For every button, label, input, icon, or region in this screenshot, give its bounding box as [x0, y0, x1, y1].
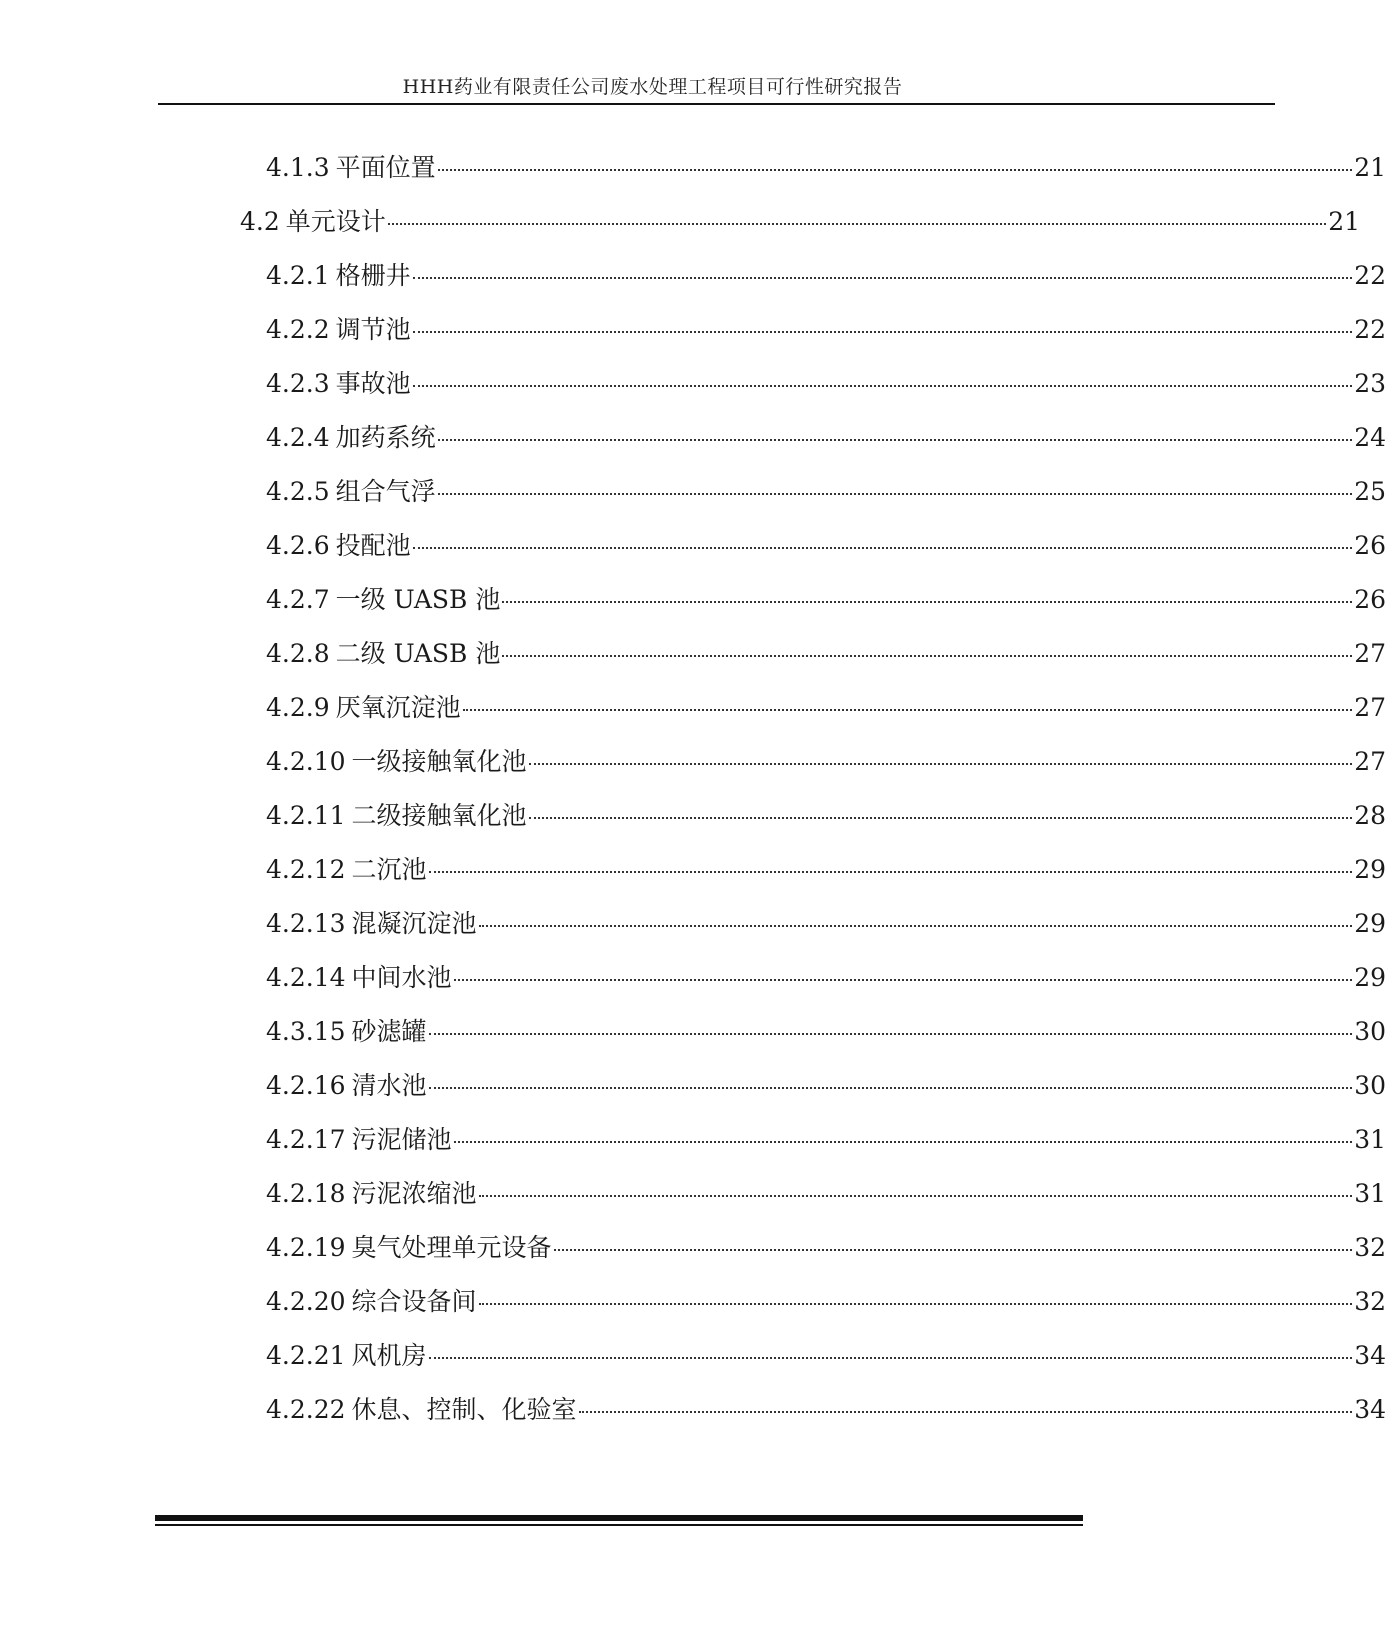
toc-entry-title: 休息、控制、化验室 — [351, 1395, 577, 1424]
toc-entry-title: 组合气浮 — [335, 477, 436, 506]
toc-entry-number: 4.2.12 — [266, 855, 346, 884]
toc-entry-page: 23 — [1354, 369, 1386, 398]
toc-entry-page: 32 — [1354, 1233, 1386, 1262]
toc-entry[interactable] — [0, 148, 1386, 182]
toc-dot-leader — [429, 1087, 1353, 1089]
toc-entry-title: 二级 UASB 池 — [335, 639, 501, 668]
toc-entry-title: 砂滤罐 — [351, 1017, 427, 1046]
toc-entry-page: 26 — [1354, 585, 1386, 614]
toc-entry[interactable] — [0, 742, 1386, 776]
toc-dot-leader — [454, 979, 1353, 981]
toc-entry-title: 风机房 — [351, 1341, 427, 1370]
toc-entry-number: 4.2.8 — [266, 639, 330, 668]
toc-entry-title: 综合设备间 — [351, 1287, 477, 1316]
toc-entry-number: 4.2.3 — [266, 369, 330, 398]
toc-entry-title: 投配池 — [335, 531, 411, 560]
toc-entry-number: 4.2.21 — [266, 1341, 346, 1370]
toc-entry-number: 4.2.9 — [266, 693, 330, 722]
toc-dot-leader — [554, 1249, 1353, 1251]
toc-dot-leader — [388, 223, 1326, 225]
toc-entry-title: 事故池 — [335, 369, 411, 398]
toc-entry[interactable] — [0, 1120, 1386, 1154]
toc-entry[interactable] — [0, 580, 1386, 614]
toc-entry-title: 污泥储池 — [351, 1125, 452, 1154]
toc-entry[interactable] — [0, 1282, 1386, 1316]
toc-entry[interactable] — [0, 796, 1386, 830]
toc-entry-number: 4.2.7 — [266, 585, 330, 614]
toc-entry-number: 4.2.14 — [266, 963, 346, 992]
toc-entry-number: 4.2.11 — [266, 801, 346, 830]
toc-entry-number: 4.2.1 — [266, 261, 330, 290]
toc-entry[interactable] — [0, 1228, 1386, 1262]
toc-entry-page: 31 — [1354, 1125, 1386, 1154]
toc-entry-page: 29 — [1354, 963, 1386, 992]
toc-entry-page: 22 — [1354, 261, 1386, 290]
toc-entry-number: 4.2.6 — [266, 531, 330, 560]
toc-dot-leader — [429, 1033, 1353, 1035]
toc-entry[interactable] — [0, 1174, 1386, 1208]
toc-entry-page: 31 — [1354, 1179, 1386, 1208]
toc-entry-title: 加药系统 — [335, 423, 436, 452]
toc-entry-number: 4.2.4 — [266, 423, 330, 452]
toc-dot-leader — [529, 763, 1353, 765]
toc-dot-leader — [438, 493, 1353, 495]
toc-entry-page: 30 — [1354, 1017, 1386, 1046]
toc-dot-leader — [413, 547, 1353, 549]
toc-entry-title: 臭气处理单元设备 — [351, 1233, 552, 1262]
toc-dot-leader — [479, 925, 1353, 927]
toc-entry[interactable] — [0, 1336, 1386, 1370]
toc-dot-leader — [438, 439, 1353, 441]
toc-entry[interactable] — [0, 364, 1386, 398]
toc-entry-number: 4.2.5 — [266, 477, 330, 506]
toc-dot-leader — [454, 1141, 1353, 1143]
toc-entry-title: 二沉池 — [351, 855, 427, 884]
toc-entry-title: 清水池 — [351, 1071, 427, 1100]
toc-dot-leader — [479, 1303, 1353, 1305]
toc-entry-number: 4.2 — [240, 207, 280, 236]
toc-entry-title: 混凝沉淀池 — [351, 909, 477, 938]
toc-entry-number: 4.2.19 — [266, 1233, 346, 1262]
toc-entry[interactable] — [0, 688, 1386, 722]
toc-entry[interactable] — [0, 418, 1386, 452]
toc-entry-title: 格栅井 — [335, 261, 411, 290]
toc-entry-page: 29 — [1354, 855, 1386, 884]
toc-dot-leader — [529, 817, 1353, 819]
toc-entry-page: 34 — [1354, 1395, 1386, 1424]
toc-entry-title: 平面位置 — [335, 153, 436, 182]
toc-entry-title: 厌氧沉淀池 — [335, 693, 461, 722]
toc-entry-page: 29 — [1354, 909, 1386, 938]
toc-entry-page: 27 — [1354, 747, 1386, 776]
toc-entry-title: 调节池 — [335, 315, 411, 344]
toc-entry-page: 30 — [1354, 1071, 1386, 1100]
toc-entry-title: 一级 UASB 池 — [335, 585, 501, 614]
toc-entry-title: 污泥浓缩池 — [351, 1179, 477, 1208]
toc-entry-title: 一级接触氧化池 — [351, 747, 527, 776]
toc-entry-page: 27 — [1354, 693, 1386, 722]
header-rule — [158, 103, 1275, 105]
toc-entry[interactable] — [0, 1012, 1386, 1046]
toc-entry-page: 21 — [1354, 153, 1386, 182]
toc-entry-number: 4.2.18 — [266, 1179, 346, 1208]
toc-dot-leader — [463, 709, 1353, 711]
toc-entry-title: 中间水池 — [351, 963, 452, 992]
toc-entry-title: 单元设计 — [285, 207, 386, 236]
toc-entry-page: 32 — [1354, 1287, 1386, 1316]
footer-rule-thin — [155, 1524, 1083, 1526]
toc-dot-leader — [502, 655, 1352, 657]
toc-entry-number: 4.2.16 — [266, 1071, 346, 1100]
toc-entry[interactable] — [0, 256, 1386, 290]
toc-entry[interactable] — [0, 958, 1386, 992]
toc-entry-title: 二级接触氧化池 — [351, 801, 527, 830]
toc-entry-number: 4.1.3 — [266, 153, 330, 182]
toc-entry-number: 4.2.17 — [266, 1125, 346, 1154]
header-title: HHH药业有限责任公司废水处理工程项目可行性研究报告 — [402, 76, 903, 98]
toc-entry-page: 27 — [1354, 639, 1386, 668]
toc-entry-number: 4.2.2 — [266, 315, 330, 344]
toc-entry-page: 22 — [1354, 315, 1386, 344]
toc-entry[interactable] — [0, 850, 1386, 884]
toc-dot-leader — [413, 385, 1353, 387]
toc-entry-number: 4.2.10 — [266, 747, 346, 776]
toc-dot-leader — [429, 871, 1353, 873]
toc-dot-leader — [413, 277, 1353, 279]
toc-entry-number: 4.2.20 — [266, 1287, 346, 1316]
toc-dot-leader — [413, 331, 1353, 333]
toc-entry-number: 4.2.13 — [266, 909, 346, 938]
toc-entry-page: 25 — [1354, 477, 1386, 506]
toc-dot-leader — [438, 169, 1353, 171]
toc-entry[interactable] — [0, 310, 1386, 344]
toc-dot-leader — [579, 1411, 1353, 1413]
page-header — [0, 72, 1275, 99]
footer-rule — [155, 1515, 1083, 1521]
toc-entry[interactable] — [0, 202, 1360, 236]
toc-dot-leader — [429, 1357, 1353, 1359]
toc-entry-page: 21 — [1328, 207, 1360, 236]
toc-entry-page: 24 — [1354, 423, 1386, 452]
toc-entry[interactable] — [0, 1066, 1386, 1100]
toc-entry-number: 4.2.22 — [266, 1395, 346, 1424]
toc-entry[interactable] — [0, 1390, 1386, 1424]
toc-entry-number: 4.3.15 — [266, 1017, 346, 1046]
toc-entry[interactable] — [0, 526, 1386, 560]
toc-entry-page: 34 — [1354, 1341, 1386, 1370]
toc-dot-leader — [479, 1195, 1353, 1197]
toc-entry-page: 26 — [1354, 531, 1386, 560]
toc-entry[interactable] — [0, 634, 1386, 668]
toc-entry-page: 28 — [1354, 801, 1386, 830]
toc-entry[interactable] — [0, 472, 1386, 506]
toc-dot-leader — [502, 601, 1352, 603]
toc-entry[interactable] — [0, 904, 1386, 938]
